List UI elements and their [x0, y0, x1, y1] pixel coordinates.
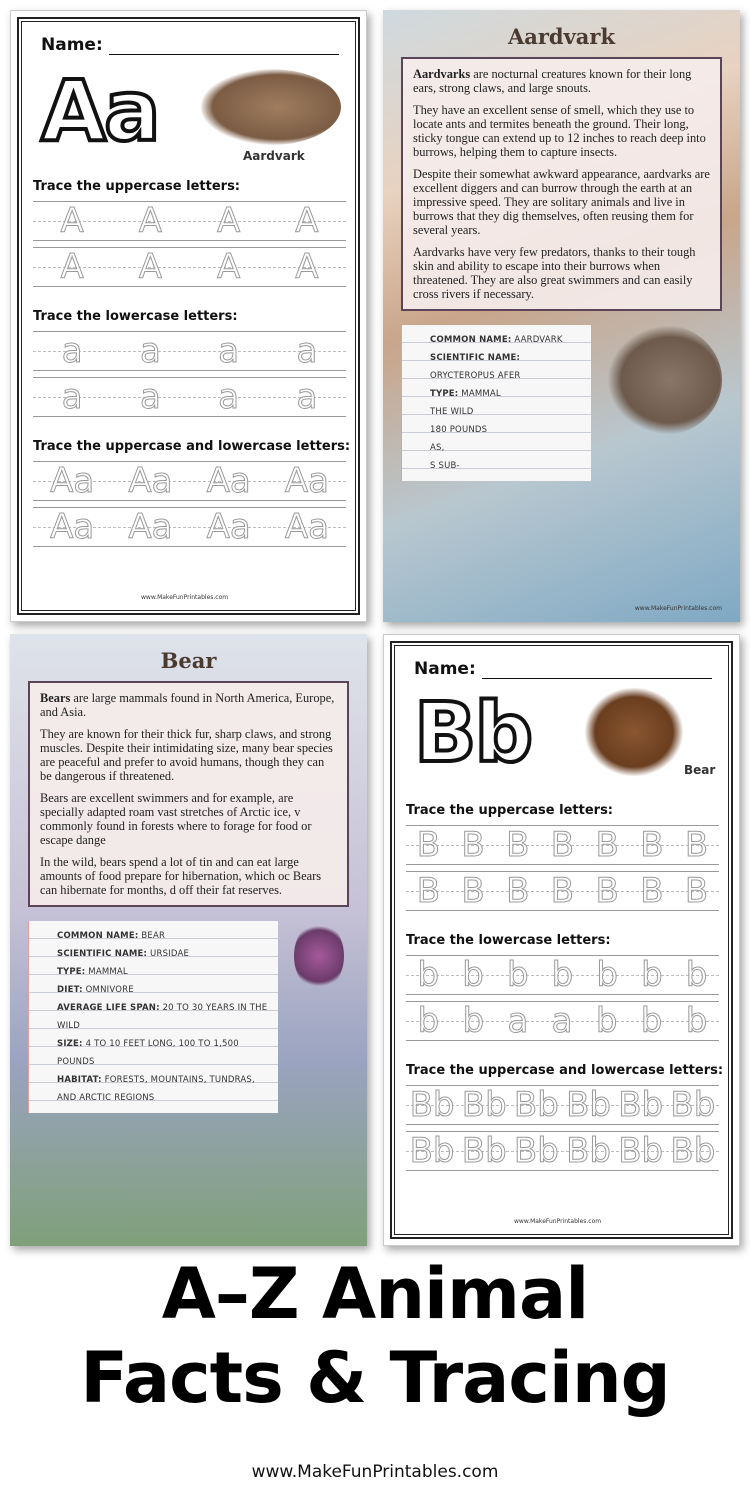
trace-letter: a: [61, 331, 83, 371]
trace-letter: b: [417, 1001, 440, 1041]
headline-line1: A–Z Animal: [161, 1253, 589, 1335]
fact-paragraph: [413, 167, 710, 237]
facts-title: Bear: [160, 648, 217, 673]
fact-text: are large mammals found in North America, Europe, and Asia.: [40, 691, 335, 719]
fact-note-line: [57, 1071, 270, 1107]
trace-letter: Bb: [461, 1131, 507, 1171]
trace-letter: B: [640, 871, 664, 911]
fact-note-line: [57, 981, 270, 999]
trace-letter: A: [138, 201, 162, 241]
fact-text: Aardvarks have very few predators, thanks to their tough skin and ability to escape into their burrows when threatened. They are also great swimmers and can easily cross rivers if necessary.: [413, 245, 696, 301]
tracing-row: [406, 1085, 719, 1125]
footer: www.MakeFunPrintables.com: [634, 605, 722, 612]
fact-note: [401, 325, 591, 481]
fact-note-line: [57, 963, 270, 981]
trace-letter: Aa: [128, 461, 173, 501]
trace-letter: b: [685, 955, 708, 995]
aardvark-photo: [607, 325, 722, 435]
big-letters: Bb: [414, 686, 532, 781]
worksheet-b: [383, 634, 740, 1246]
trace-letter: b: [417, 955, 440, 995]
trace-letter: a: [61, 377, 83, 417]
name-field: [414, 659, 712, 679]
footer: www.MakeFunPrintables.com: [514, 1218, 602, 1225]
section-heading: Trace the uppercase and lowercase letters:: [406, 1063, 724, 1078]
trace-letter: Bb: [461, 1085, 507, 1125]
tracing-row: [406, 871, 719, 911]
fact-value: BEAR: [141, 931, 166, 941]
fact-paragraph: [40, 855, 337, 897]
fact-text: They have an excellent sense of smell, which they use to locate ants and termites beneath the ground. Their long, sticky tongue can extend up to 12 inches to reach deep into burrows, helping them to capture insects.: [413, 103, 706, 159]
trace-letter: Bb: [409, 1131, 455, 1171]
facts-card-aardvark: [383, 10, 740, 622]
tracing-row: [406, 1131, 719, 1171]
section-heading: Trace the uppercase letters:: [33, 179, 241, 194]
section-heading: Trace the lowercase letters:: [406, 933, 611, 948]
name-label: Name:: [414, 659, 476, 679]
fact-note: [28, 921, 278, 1113]
website-url: www.MakeFunPrintables.com: [251, 1462, 499, 1482]
tracing-row: [33, 507, 346, 547]
trace-letter: Aa: [50, 507, 95, 547]
facts-title: Aardvark: [507, 24, 616, 49]
fact-value: URSIDAE: [150, 949, 190, 959]
big-letters: Aa: [41, 62, 159, 160]
trace-letter: b: [596, 955, 618, 995]
trace-letter: b: [640, 1001, 663, 1041]
trace-letter: B: [595, 871, 619, 911]
trace-letter: B: [550, 825, 575, 865]
tracing-row: [33, 461, 346, 501]
trace-letter: B: [595, 825, 619, 865]
fact-label: TYPE:: [57, 967, 86, 977]
tracing-row: [33, 377, 346, 417]
trace-letter: a: [139, 377, 161, 417]
fact-label: HABITAT:: [57, 1075, 102, 1085]
trace-letter: Aa: [206, 507, 251, 547]
fact-label: AVERAGE LIFE SPAN:: [57, 1003, 160, 1013]
trace-letter: A: [216, 247, 241, 287]
fact-text: Bears are excellent swimmers and for example, are specially adapted roam vast stretches of Arctic ice, v commonly found in forests where to forage for food or escape dange: [40, 791, 312, 847]
trace-letter: b: [685, 1001, 708, 1041]
fact-text: are nocturnal creatures known for their long ears, strong claws, and large snouts.: [413, 67, 692, 95]
section-heading: Trace the uppercase letters:: [406, 803, 614, 818]
fact-label: COMMON NAME:: [57, 931, 139, 941]
trace-letter: Bb: [566, 1131, 611, 1171]
trace-letter: Aa: [50, 461, 95, 501]
fact-text: In the wild, bears spend a lot of tin and can eat large amounts of food prepare for hibernation, which oc Bears can hibernate for months, d off their fat reserves.: [40, 855, 322, 897]
trace-letter: a: [551, 1001, 573, 1041]
bear-illustration: [584, 687, 684, 777]
fact-label: COMMON NAME:: [430, 335, 512, 345]
fact-paragraph: [40, 691, 337, 719]
tracing-row: [33, 247, 346, 287]
trace-letter: b: [506, 955, 529, 995]
trace-letter: Bb: [670, 1085, 716, 1125]
fact-paragraph: [40, 727, 337, 783]
fact-value: MAMMAL: [88, 967, 128, 977]
trace-letter: B: [640, 825, 664, 865]
fact-paragraph: [413, 103, 710, 159]
trace-letter: a: [507, 1001, 529, 1041]
name-label: Name:: [41, 35, 103, 55]
fact-value: MAMMAL: [461, 389, 501, 399]
fact-value: 20 TO 30 YEARS IN THE WILD: [57, 1003, 268, 1031]
animal-label: Bear: [684, 763, 716, 777]
trace-letter: A: [60, 247, 84, 287]
fact-keyword: Aardvarks: [413, 67, 471, 81]
trace-letter: B: [550, 871, 575, 911]
tracing-row: [33, 201, 346, 241]
fact-value: OMNIVORE: [85, 985, 134, 995]
fact-note-line: [57, 945, 270, 963]
fact-note-partial: 180 POUNDS: [430, 425, 488, 435]
trace-letter: Bb: [618, 1131, 664, 1171]
trace-letter: b: [641, 955, 663, 995]
trace-letter: B: [416, 871, 441, 911]
name-field: [41, 35, 339, 55]
fact-value: 4 TO 10 FEET LONG, 100 TO 1,500 POUNDS: [57, 1039, 239, 1067]
trace-letter: B: [684, 871, 709, 911]
trace-letter: a: [218, 377, 240, 417]
fact-paragraph: [40, 791, 337, 847]
trace-letter: a: [139, 331, 161, 371]
trace-letter: B: [506, 871, 530, 911]
section-heading: Trace the lowercase letters:: [33, 309, 238, 324]
trace-letter: Bb: [566, 1085, 611, 1125]
trace-letter: A: [138, 247, 162, 287]
tracing-row: [406, 955, 719, 995]
trace-letter: B: [506, 825, 530, 865]
fact-note-line: [57, 1035, 270, 1071]
fact-text: Despite their somewhat awkward appearance, aardvarks are excellent diggers and can burrow through the earth at an impressive speed. They are solitary animals and live in burrows that they dig themselves, often reusing them for several years.: [413, 167, 710, 237]
trace-letter: B: [684, 825, 709, 865]
trace-letter: Aa: [128, 507, 173, 547]
trace-letter: a: [296, 377, 318, 417]
trace-letter: B: [461, 871, 485, 911]
fact-keyword: Bears: [40, 691, 71, 705]
fact-note-line: [57, 999, 270, 1035]
fact-label: SCIENTIFIC NAME:: [430, 353, 521, 363]
trace-letter: b: [551, 955, 574, 995]
trace-letter: A: [295, 201, 319, 241]
trace-letter: B: [416, 825, 441, 865]
fact-note-partial: AS,: [430, 443, 445, 453]
fact-note-line: [430, 349, 583, 385]
flowers-decoration: [294, 921, 344, 991]
trace-letter: Aa: [284, 507, 329, 547]
fact-label: SCIENTIFIC NAME:: [57, 949, 148, 959]
fact-note-partial: S SUB-: [430, 461, 460, 471]
tracing-row: [33, 331, 346, 371]
fact-text: They are known for their thick fur, sharp claws, and strong muscles. Despite their intimidating size, many bear species are peaceful and prefer to avoid humans, though they can be dangerous if threatened.: [40, 727, 333, 783]
fact-label: DIET:: [57, 985, 83, 995]
trace-letter: Bb: [513, 1085, 559, 1125]
trace-letter: A: [60, 201, 84, 241]
trace-letter: b: [462, 955, 484, 995]
aardvark-illustration: [201, 69, 341, 145]
facts-card-bear: [10, 634, 367, 1246]
fact-note-partial: THE WILD: [430, 407, 474, 417]
fact-label: TYPE:: [430, 389, 459, 399]
headline-line2: Facts & Tracing: [80, 1337, 670, 1419]
footer: www.MakeFunPrintables.com: [141, 594, 229, 601]
tracing-row: [406, 825, 719, 865]
trace-letter: a: [218, 331, 240, 371]
trace-letter: A: [216, 201, 241, 241]
trace-letter: B: [461, 825, 485, 865]
fact-label: SIZE:: [57, 1039, 83, 1049]
trace-letter: Aa: [206, 461, 251, 501]
fact-paragraph: [413, 67, 710, 95]
facts-box: [28, 681, 349, 907]
animal-label: Aardvark: [243, 149, 305, 163]
trace-letter: Bb: [513, 1131, 559, 1171]
fact-value: FORESTS, MOUNTAINS, TUNDRAS, AND ARCTIC REGIONS: [57, 1075, 255, 1103]
fact-note-line: [430, 331, 583, 349]
fact-value: AARDVARK: [514, 335, 563, 345]
fact-note-line: [430, 385, 583, 403]
trace-letter: Bb: [670, 1131, 716, 1171]
trace-letter: Bb: [409, 1085, 455, 1125]
tracing-row: [406, 1001, 719, 1041]
trace-letter: b: [462, 1001, 485, 1041]
trace-letter: Bb: [618, 1085, 664, 1125]
trace-letter: Aa: [284, 461, 329, 501]
worksheet-a: [10, 10, 367, 622]
trace-letter: a: [296, 331, 318, 371]
section-heading: Trace the uppercase and lowercase letters:: [33, 439, 351, 454]
trace-letter: A: [295, 247, 319, 287]
fact-note-line: [57, 927, 270, 945]
trace-letter: b: [595, 1001, 618, 1041]
fact-paragraph: [413, 245, 710, 301]
facts-box: [401, 57, 722, 311]
fact-value: ORYCTEROPUS AFER: [430, 371, 521, 381]
